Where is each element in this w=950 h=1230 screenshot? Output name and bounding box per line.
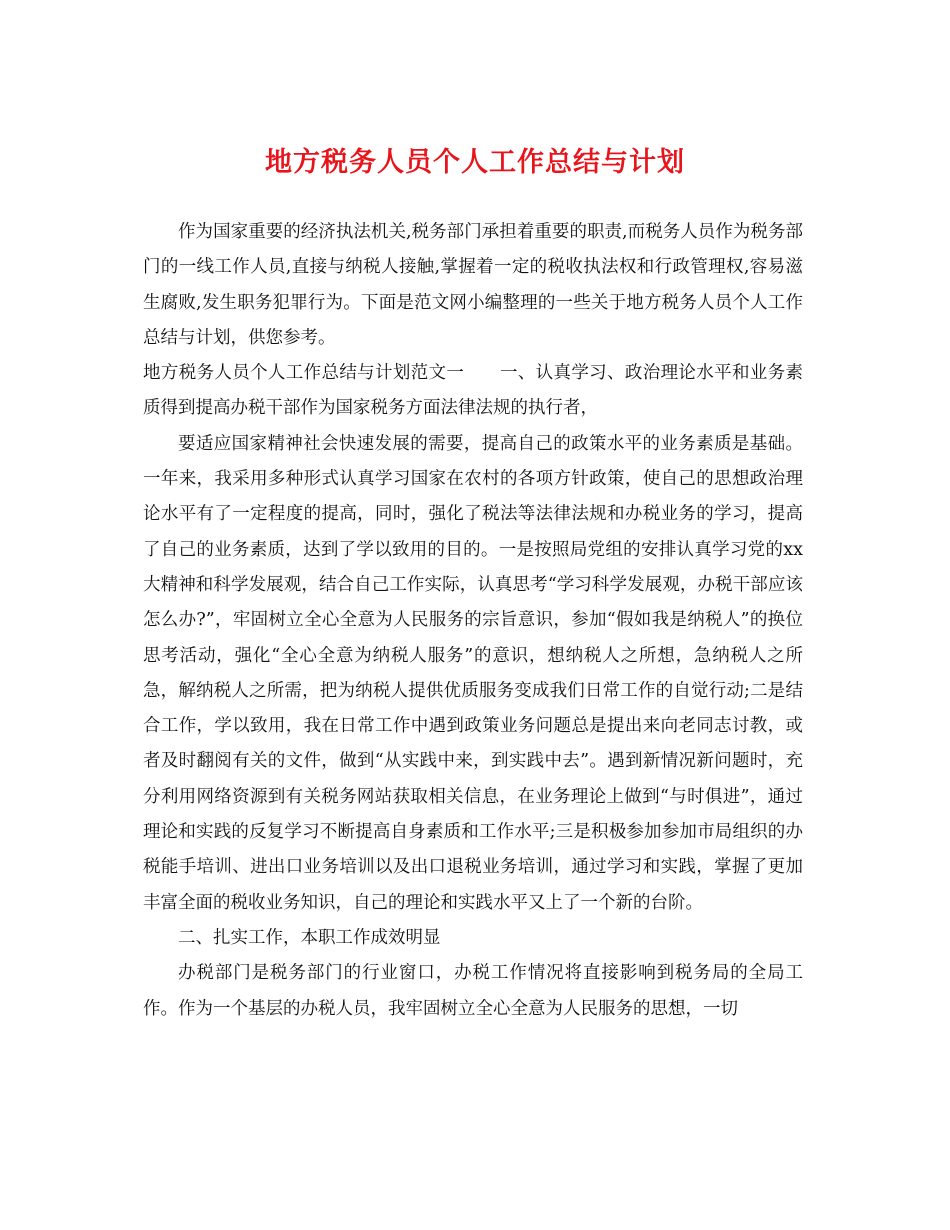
paragraph-intro: 作为国家重要的经济执法机关,税务部门承担着重要的职责,而税务人员作为税务部门的一线工作人员,直接与纳税人接触,掌握着一定的税收执法权和行政管理权,容易滋生腐败,发生职务犯罪行为。下面是范文网小编整理的一些关于地方税务人员个人工作总结与计划，供您参考。 — [143, 222, 803, 348]
document-title: 地方税务人员个人工作总结与计划 — [265, 147, 685, 178]
document-body — [143, 215, 803, 1027]
paragraph-study: 要适应国家精神社会快速发展的需要，提高自己的政策水平的业务素质是基础。一年来，我采用多种形式认真学习国家在农村的各项方针政策，使自己的思想政治理论水平有了一定程度的提高，同时，强化了税法等法律法规和办税业务的学习，提高了自己的业务素质，达到了学以致用的目的。一是按照局党组的安排认真学习党的xx大精神和科学发展观，结合自己工作实际，认真思考“学习科学发展观，办税干部应该怎么办?”，牢固树立全心全意为人民服务的宗旨意识，参加“假如我是纳税人”的换位思考活动，强化“全心全意为纳税人服务”的意识，想纳税人之所想，急纳税人之所急，解纳税人之所需，把为纳税人提供优质服务变成我们日常工作的自觉行动;二是结合工作，学以致用，我在日常工作中遇到政策业务问题总是提出来向老同志讨教，或者及时翻阅有关的文件，做到“从实践中来，到实践中去”。遇到新情况新问题时，充分利用网络资源到有关税务网站获取相关信息，在业务理论上做到“与时俱进”，通过理论和实践的反复学习不断提高自身素质和工作水平;三是积极参加参加市局组织的办税能手培训、进出口业务培训以及出口退税业务培训，通过学习和实践，掌握了更加丰富全面的税收业务知识，自己的理论和实践水平又上了一个新的台阶。 — [143, 433, 803, 913]
paragraph-heading-two: 二、扎实工作，本职工作成效明显 — [178, 927, 441, 948]
paragraph-work: 办税部门是税务部门的行业窗口，办税工作情况将直接影响到税务局的全局工作。作为一个基层的办税人员，我牢固树立全心全意为人民服务的思想，一切 — [143, 963, 803, 1019]
paragraph-section-heading: 地方税务人员个人工作总结与计划范文一 一、认真学习、政治理论水平和业务素质得到提高办税干部作为国家税务方面法律法规的执行者， — [143, 363, 803, 419]
